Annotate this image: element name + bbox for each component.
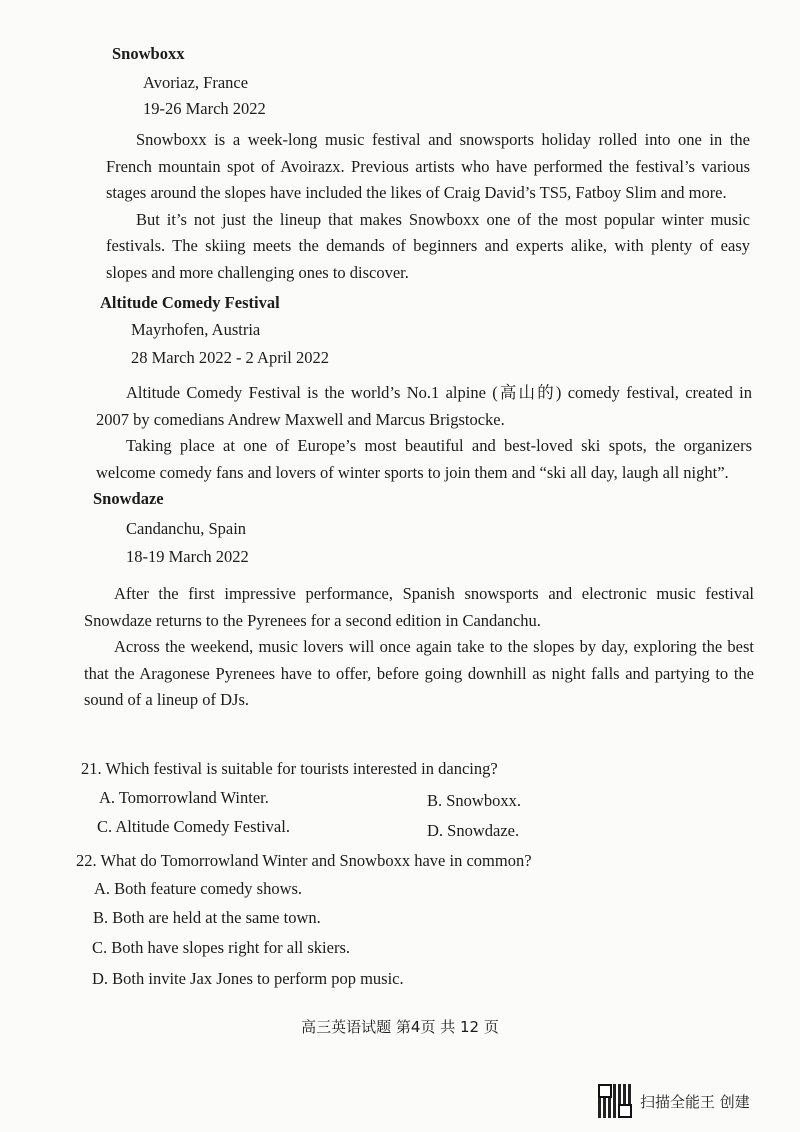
paragraph: After the first impressive performance, Spanish snowsports and electronic music festival Snowdaze returns to the Pyrenees for a second edition in Candanchu. [84, 584, 754, 630]
question-22-stem: 22. What do Tomorrowland Winter and Snowboxx have in common? [76, 851, 532, 870]
paragraph: Snowboxx is a week-long music festival and snowsports holiday rolled into one in the French mountain spot of Avoirazx. Previous artists who have performed the festival’s various stages around the slopes have included the likes of Craig David’s TS5, Fatboy Slim and more. [106, 130, 750, 202]
paragraph: Altitude Comedy Festival is the world’s No.1 alpine (高山的) comedy festival, created in 2007 by comedians Andrew Maxwell and Marcus Brigstocke. [96, 383, 752, 429]
question-21-option-d: D. Snowdaze. [427, 821, 520, 840]
section-title-snowboxx: Snowboxx [112, 44, 185, 63]
question-21-option-a: A. Tomorrowland Winter. [99, 788, 269, 807]
qr-code-icon [598, 1084, 632, 1118]
dates-altitude: 28 March 2022 - 2 April 2022 [131, 348, 329, 367]
paragraph: But it’s not just the lineup that makes Snowboxx one of the most popular winter music festivals. The skiing meets the demands of beginners and experts alike, with plenty of easy slopes and more challenging ones to discover. [106, 209, 750, 282]
page-footer: 高三英语试题 第4页 共 12 页 [301, 1018, 499, 1036]
dates-snowboxx: 19-26 March 2022 [143, 99, 266, 118]
location-snowboxx: Avoriaz, France [143, 73, 249, 92]
section-title-snowdaze: Snowdaze [93, 489, 164, 508]
question-21-option-c: C. Altitude Comedy Festival. [97, 817, 290, 836]
body-altitude [96, 380, 752, 486]
question-22-option-a: A. Both feature comedy shows. [94, 879, 303, 898]
body-snowdaze [84, 581, 754, 714]
watermark-text: 扫描全能王 创建 [640, 1092, 750, 1111]
question-21-stem: 21. Which festival is suitable for tourists interested in dancing? [81, 759, 498, 778]
section-title-altitude: Altitude Comedy Festival [100, 293, 280, 312]
location-snowdaze: Candanchu, Spain [126, 519, 247, 538]
question-21-option-b: B. Snowboxx. [427, 791, 521, 810]
location-altitude: Mayrhofen, Austria [131, 320, 261, 339]
paragraph: Taking place at one of Europe’s most beautiful and best-loved ski spots, the organizers welcome comedy fans and lovers of winter sports to join them and “ski all day, laugh all night”. [96, 436, 752, 482]
question-22-option-b: B. Both are held at the same town. [93, 908, 321, 927]
dates-snowdaze: 18-19 March 2022 [126, 547, 249, 566]
question-22-option-c: C. Both have slopes right for all skiers. [92, 938, 351, 957]
paragraph: Across the weekend, music lovers will once again take to the slopes by day, exploring the best that the Aragonese Pyrenees have to offer, before going downhill as night falls and partying to the sound of a lineup of DJs. [84, 637, 754, 709]
scanner-watermark [598, 1084, 750, 1118]
question-22-option-d: D. Both invite Jax Jones to perform pop music. [92, 969, 404, 988]
body-snowboxx [106, 127, 750, 286]
